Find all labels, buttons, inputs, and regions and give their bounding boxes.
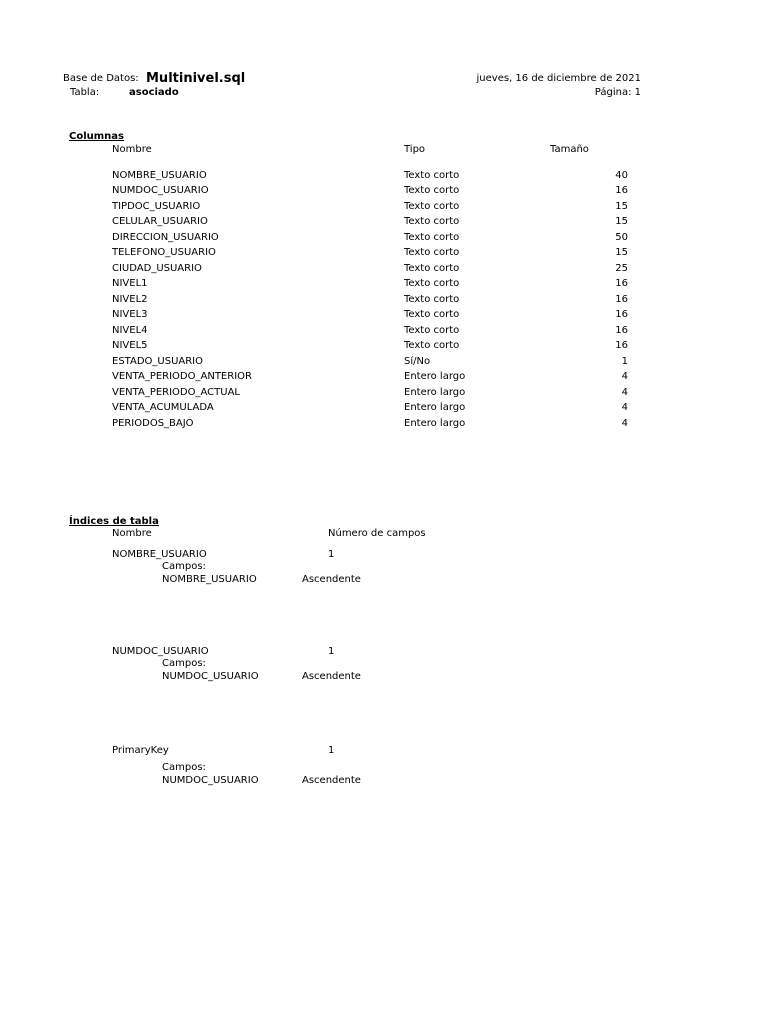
column-name: NUMDOC_USUARIO [112, 185, 209, 196]
column-size: 1 [621, 356, 628, 367]
column-row [0, 418, 768, 430]
column-size: 16 [615, 185, 628, 196]
column-size: 50 [615, 232, 628, 243]
column-name: VENTA_PERIODO_ANTERIOR [112, 371, 252, 382]
column-size: 16 [615, 294, 628, 305]
column-name: NIVEL4 [112, 325, 148, 336]
column-type: Texto corto [404, 340, 460, 351]
index-field-order: Ascendente [302, 775, 361, 786]
columns-header-size: Tamaño [550, 144, 589, 155]
column-size: 16 [615, 325, 628, 336]
index-field-order: Ascendente [302, 671, 361, 682]
column-name: VENTA_PERIODO_ACTUAL [112, 387, 240, 398]
column-row [0, 309, 768, 321]
column-name: NIVEL5 [112, 340, 148, 351]
indexes-header-count: Número de campos [328, 528, 426, 539]
column-row [0, 247, 768, 259]
column-size: 4 [621, 371, 628, 382]
page-number: Página: 1 [594, 87, 641, 98]
column-row [0, 170, 768, 182]
column-name: DIRECCION_USUARIO [112, 232, 219, 243]
column-name: TELEFONO_USUARIO [112, 247, 216, 258]
index-field-name: NOMBRE_USUARIO [162, 574, 257, 585]
indexes-header-name: Nombre [112, 528, 152, 539]
column-size: 16 [615, 278, 628, 289]
column-row [0, 201, 768, 213]
column-row [0, 356, 768, 368]
column-size: 15 [615, 247, 628, 258]
column-size: 40 [615, 170, 628, 181]
table-label: Tabla: [70, 87, 100, 98]
column-type: Texto corto [404, 325, 460, 336]
column-row [0, 325, 768, 337]
column-type: Texto corto [404, 216, 460, 227]
db-name: Multinivel.sql [146, 71, 246, 86]
column-type: Texto corto [404, 170, 460, 181]
column-size: 25 [615, 263, 628, 274]
index-field-order: Ascendente [302, 574, 361, 585]
column-name: NOMBRE_USUARIO [112, 170, 207, 181]
index-fields-label: Campos: [162, 658, 206, 669]
index-fields-label: Campos: [162, 561, 206, 572]
index-name: NOMBRE_USUARIO [112, 549, 207, 560]
column-size: 4 [621, 387, 628, 398]
column-size: 15 [615, 201, 628, 212]
columns-section-title: Columnas [69, 131, 124, 142]
report-date: jueves, 16 de diciembre de 2021 [476, 73, 641, 84]
column-name: TIPDOC_USUARIO [112, 201, 201, 212]
table-name: asociado [129, 87, 179, 98]
column-row [0, 387, 768, 399]
columns-header-name: Nombre [112, 144, 152, 155]
column-type: Entero largo [404, 418, 466, 429]
column-row [0, 216, 768, 228]
column-row [0, 263, 768, 275]
column-type: Entero largo [404, 387, 466, 398]
column-row [0, 402, 768, 414]
column-row [0, 294, 768, 306]
column-type: Sí/No [404, 356, 431, 367]
column-row [0, 185, 768, 197]
index-field-name: NUMDOC_USUARIO [162, 775, 259, 786]
column-size: 4 [621, 418, 628, 429]
column-name: PERIODOS_BAJO [112, 418, 194, 429]
index-name: NUMDOC_USUARIO [112, 646, 209, 657]
column-type: Texto corto [404, 294, 460, 305]
column-row [0, 278, 768, 290]
column-name: CIUDAD_USUARIO [112, 263, 202, 274]
column-name: ESTADO_USUARIO [112, 356, 204, 367]
column-type: Entero largo [404, 402, 466, 413]
column-size: 16 [615, 340, 628, 351]
column-type: Texto corto [404, 247, 460, 258]
column-type: Texto corto [404, 201, 460, 212]
column-type: Texto corto [404, 185, 460, 196]
column-type: Texto corto [404, 309, 460, 320]
column-type: Texto corto [404, 232, 460, 243]
column-type: Texto corto [404, 263, 460, 274]
index-fields-label: Campos: [162, 762, 206, 773]
column-name: VENTA_ACUMULADA [112, 402, 214, 413]
column-size: 4 [621, 402, 628, 413]
column-type: Texto corto [404, 278, 460, 289]
column-name: NIVEL1 [112, 278, 148, 289]
index-field-count: 1 [328, 745, 335, 756]
index-name: PrimaryKey [112, 745, 169, 756]
index-field-name: NUMDOC_USUARIO [162, 671, 259, 682]
column-row [0, 340, 768, 352]
index-field-count: 1 [328, 549, 335, 560]
column-row [0, 371, 768, 383]
db-label: Base de Datos: [63, 73, 139, 84]
column-row [0, 232, 768, 244]
column-name: CELULAR_USUARIO [112, 216, 208, 227]
column-name: NIVEL3 [112, 309, 148, 320]
indexes-section-title: Índices de tabla [69, 516, 159, 527]
index-field-count: 1 [328, 646, 335, 657]
column-type: Entero largo [404, 371, 466, 382]
columns-header-type: Tipo [404, 144, 426, 155]
column-name: NIVEL2 [112, 294, 148, 305]
column-size: 16 [615, 309, 628, 320]
column-size: 15 [615, 216, 628, 227]
